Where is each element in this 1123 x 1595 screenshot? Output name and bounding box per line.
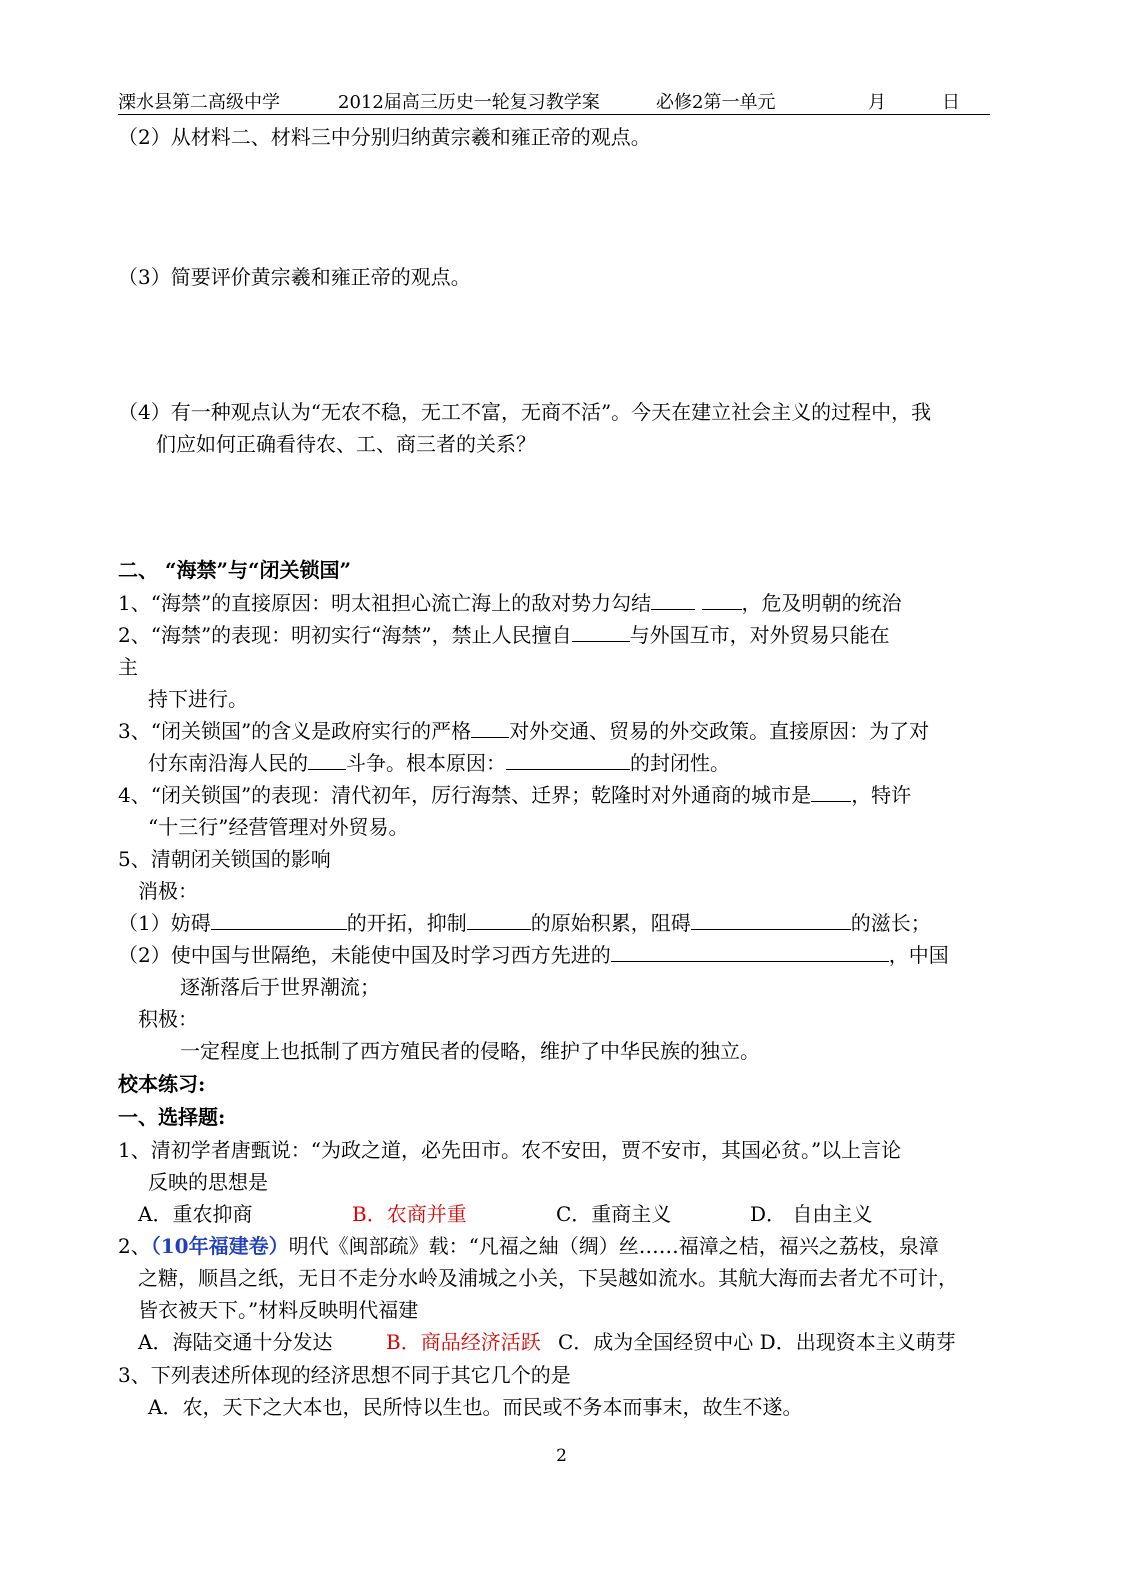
- section-2-item-3-cont: [148, 750, 730, 776]
- item-4-text-c: “十三行”经营管理对外贸易。: [148, 815, 409, 839]
- page-header: [118, 86, 990, 115]
- practice-q1-line2: 反映的思想是: [148, 1170, 268, 1194]
- question-4-line1: （4）有一种观点认为“无农不稳，无工不富，无商不活”。今天在建立社会主义的过程中，我: [118, 400, 932, 424]
- practice-q1-option-b: B．农商并重: [352, 1202, 467, 1226]
- item-1-text: 1、“海禁”的直接原因：明太祖担心流亡海上的敌对势力勾结: [118, 591, 652, 615]
- blank: [611, 943, 889, 962]
- q2-source: （10年福建卷）: [150, 1234, 289, 1258]
- practice-q2-line2: 之糖，顺昌之纸，无日不走分水岭及浦城之小关，下吴越如流水。其航大海而去者尤不可计，: [138, 1266, 958, 1290]
- header-month: 月: [868, 92, 886, 113]
- header-day: 日: [942, 92, 960, 113]
- item-4-text-a: 4、“闭关锁国”的表现：清代初年，厉行海禁、迁界；乾隆时对外通商的城市是: [118, 783, 812, 807]
- item-3-text-a: 3、“闭关锁国”的含义是政府实行的严格: [118, 719, 472, 743]
- blank: [651, 591, 695, 610]
- question-3: （3）简要评价黄宗羲和雍正帝的观点。: [118, 265, 471, 289]
- item-2-text-c: 主: [118, 655, 138, 679]
- blank: [467, 911, 531, 930]
- practice-q2-option-cd: C．成为全国经贸中心 D．出现资本主义萌芽: [558, 1330, 956, 1354]
- header-unit: 必修2第一单元: [656, 92, 776, 113]
- negative-point-2: [118, 942, 949, 968]
- item-3-text-c: 付东南沿海人民的: [148, 751, 308, 775]
- neg-2-text-c: 逐渐落后于世界潮流；: [180, 975, 380, 999]
- negative-point-1: [118, 910, 931, 936]
- section-2-item-1: [118, 590, 902, 616]
- header-doc-title: 2012届高三历史一轮复习教学案: [338, 92, 600, 113]
- positive-text: 一定程度上也抵制了西方殖民者的侵略，维护了中华民族的独立。: [180, 1039, 760, 1063]
- blank: [691, 911, 851, 930]
- neg-2-text-a: （2）使中国与世隔绝，未能使中国及时学习西方先进的: [118, 943, 611, 967]
- practice-q2-option-b: B．商品经济活跃: [386, 1330, 541, 1354]
- blank: [211, 911, 347, 930]
- negative-label: 消极：: [138, 879, 198, 903]
- q2-text-a: 明代《闽部疏》载：“凡福之紬（绸）丝……福漳之桔，福兴之荔枝，泉漳: [288, 1234, 939, 1258]
- item-4-text-b: ，特许: [851, 783, 912, 807]
- item-2-text-d: 持下进行。: [148, 687, 248, 711]
- neg-2-text-b: ，中国: [888, 943, 949, 967]
- blank: [471, 719, 509, 738]
- blank: [506, 751, 630, 770]
- practice-q1-line1: 1、清初学者唐甄说：“为政之道，必先田市。农不安田，贾不安市，其国必贫。”以上言论: [118, 1138, 902, 1162]
- question-4-line2: 们应如何正确看待农、工、商三者的关系？: [156, 432, 536, 456]
- practice-q1-option-a: A．重农抑商: [138, 1202, 253, 1226]
- section-2-item-3: [118, 718, 929, 744]
- neg-1-text-b: 的开拓，抑制: [346, 911, 467, 935]
- item-3-text-d: 斗争。根本原因：: [346, 751, 506, 775]
- blank: [702, 591, 742, 610]
- item-1-end: ，危及明朝的统治: [741, 591, 902, 615]
- blank: [572, 623, 630, 642]
- blank: [308, 751, 346, 770]
- q2-number: 2、: [118, 1234, 151, 1258]
- positive-label: 积极：: [138, 1007, 198, 1031]
- neg-1-text-a: （1）妨碍: [118, 911, 211, 935]
- section-2-title: 二、 “海禁”与“闭关锁国”: [118, 558, 351, 582]
- item-2-text-b: 与外国互市，对外贸易只能在: [629, 623, 890, 647]
- neg-1-text-d: 的滋长；: [850, 911, 931, 935]
- practice-q3: 3、下列表述所体现的经济思想不同于其它几个的是: [118, 1363, 571, 1387]
- practice-q2-line1: [118, 1233, 939, 1259]
- practice-subtitle: 一、选择题:: [118, 1105, 226, 1129]
- practice-q2-option-a: A．海陆交通十分发达: [138, 1330, 333, 1354]
- practice-q1-option-d: D． 自由主义: [750, 1202, 873, 1226]
- question-2: （2）从材料二、材料三中分别归纳黄宗羲和雍正帝的观点。: [118, 125, 651, 149]
- header-school: 溧水县第二高级中学: [118, 92, 280, 113]
- practice-title: 校本练习:: [118, 1072, 206, 1096]
- practice-q2-line3: 皆衣被天下。”材料反映明代福建: [138, 1298, 419, 1322]
- item-3-text-b: 对外交通、贸易的外交政策。直接原因：为了对: [509, 719, 930, 743]
- page-number: 2: [556, 1446, 567, 1466]
- item-3-text-e: 的封闭性。: [630, 751, 730, 775]
- blank: [811, 783, 851, 802]
- neg-1-text-c: 的原始积累，阻碍: [530, 911, 691, 935]
- section-2-item-2: [118, 622, 890, 648]
- section-2-item-4: [118, 782, 911, 808]
- item-2-text-a: 2、“海禁”的表现：明初实行“海禁”，禁止人民擅自: [118, 623, 572, 647]
- practice-q1-option-c: C．重商主义: [556, 1202, 672, 1226]
- section-2-item-5: 5、清朝闭关锁国的影响: [118, 847, 331, 871]
- practice-q3-option-a: A．农，天下之大本也，民所恃以生也。而民或不务本而事末，故生不遂。: [148, 1395, 803, 1419]
